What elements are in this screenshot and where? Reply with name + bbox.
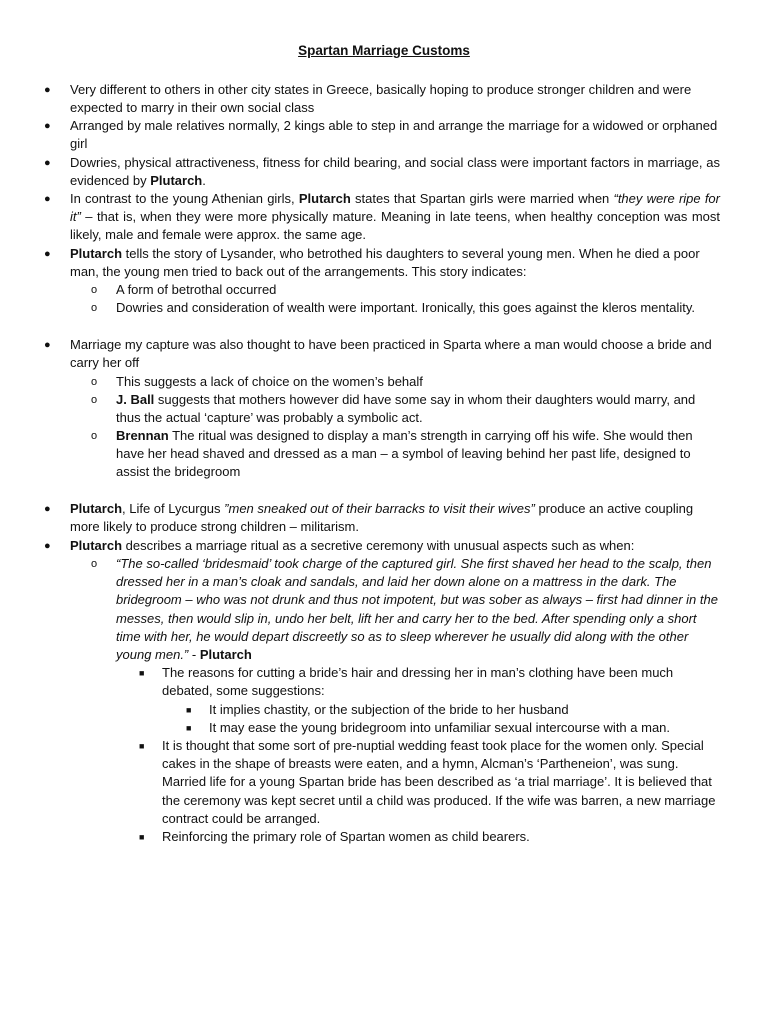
bullet-marriage-ritual: Plutarch describes a marriage ritual as a secretive ceremony with unusual aspects such as when: <box>70 538 635 553</box>
sub-bullet-plutarch-quote: “The so-called ‘bridesmaid’ took charge of the captured girl. She first shaved her head to the scalp, then dressed her in a man’s cloak and sandals, and laid her down alone on a mattress in the dark. The bridegroom – who was not drunk and thus not impotent, but was sober as always – first had dinner in the messes, then would slip in, undo her belt, lift her and carry her to the bed. After spending only a short time with her, he would depart discreetly so as to sleep wherever he usually did along with the other young men.” - Plutarch <box>116 556 718 663</box>
bullet-marker: ● <box>44 339 51 351</box>
square-bullet-marker: ■ <box>139 668 145 678</box>
bullet-lysander-story: Plutarch tells the story of Lysander, who betrothed his daughters to several young men. When he died a poor man, the young men tried to back out of the arrangements. This story indicates: <box>70 246 700 280</box>
sub-bullet-marker: o <box>91 284 98 296</box>
bullet-athenian-contrast: In contrast to the young Athenian girls, Plutarch states that Spartan girls were married when “they were ripe for it” – that is, when they were more physically mature. Meaning in late teens, when healthy conception was most likely, male and female were approx. the same age. <box>70 191 720 243</box>
sub-sub-bullet-reasons: The reasons for cutting a bride’s hair and dressing her in man’s clothing have been much debated, some suggestions: <box>162 665 674 699</box>
bullet-marker: ● <box>44 84 51 96</box>
sub-bullet-marker: o <box>91 394 98 406</box>
bullet-dowries: Dowries, physical attractiveness, fitness for child bearing, and social class were important factors in marriage, as evidenced by Plutarch. <box>70 155 720 189</box>
sub-bullet-betrothal: A form of betrothal occurred <box>116 282 277 297</box>
bullet-life-of-lycurgus: Plutarch, Life of Lycurgus ”men sneaked out of their barracks to visit their wives” produce an active coupling more likely to produce strong children – militarism. <box>70 501 694 535</box>
bullet-marker: ● <box>44 248 51 260</box>
sub-bullet-marker: o <box>91 558 98 570</box>
sub-bullet-j-ball: J. Ball suggests that mothers however did have some say in whom their daughters would marry, and thus the actual ‘capture’ was probably a symbolic act. <box>116 392 696 426</box>
bullet-marker: ● <box>44 120 51 132</box>
sub-sub-bullet-child-bearers: Reinforcing the primary role of Spartan women as child bearers. <box>162 829 530 844</box>
page-title: Spartan Marriage Customs <box>298 43 470 58</box>
bullet-marker: ● <box>44 503 51 515</box>
sub-sub-bullet-wedding-feast: It is thought that some sort of pre-nuptial wedding feast took place for the women only. Special cakes in the shape of breasts were eaten, and a hymn, Alcman’s ‘Partheneion’, was sung. Married life for a young Spartan bride has been described as ‘a trial marriage’. It is believed that the ceremony was kept secret until a child was produced. If the wife was barren, a new marriage contract could be arranged. <box>162 738 716 826</box>
reason-chastity: It implies chastity, or the subjection of the bride to her husband <box>209 702 569 717</box>
bullet-marker: ● <box>44 193 51 205</box>
bullet-arranged-by-relatives: Arranged by male relatives normally, 2 kings able to step in and arrange the marriage for a widowed or orphaned girl <box>70 118 718 152</box>
bullet-different-customs: Very different to others in other city states in Greece, basically hoping to produce stronger children and were expected to marry in their own social class <box>70 82 692 116</box>
sub-bullet-marker: o <box>91 430 98 442</box>
square-bullet-marker: ■ <box>186 723 192 733</box>
square-bullet-marker: ■ <box>139 741 145 751</box>
square-bullet-marker: ■ <box>139 832 145 842</box>
bullet-marker: ● <box>44 540 51 552</box>
sub-bullet-brennan: Brennan The ritual was designed to display a man’s strength in carrying off his wife. She would then have her head shaved and dressed as a man – a symbol of leaving behind her past life, designed to assist the bridegroom <box>116 428 693 480</box>
square-bullet-marker: ■ <box>186 705 192 715</box>
bullet-marriage-by-capture: Marriage my capture was also thought to have been practiced in Sparta where a man would choose a bride and carry her off <box>70 337 712 371</box>
sub-bullet-wealth: Dowries and consideration of wealth were important. Ironically, this goes against the kleros mentality. <box>116 300 696 315</box>
reason-ease-bridegroom: It may ease the young bridegroom into unfamiliar sexual intercourse with a man. <box>209 720 671 735</box>
sub-bullet-lack-of-choice: This suggests a lack of choice on the women’s behalf <box>116 374 423 389</box>
bullet-marker: ● <box>44 157 51 169</box>
sub-bullet-marker: o <box>91 302 98 314</box>
sub-bullet-marker: o <box>91 376 98 388</box>
